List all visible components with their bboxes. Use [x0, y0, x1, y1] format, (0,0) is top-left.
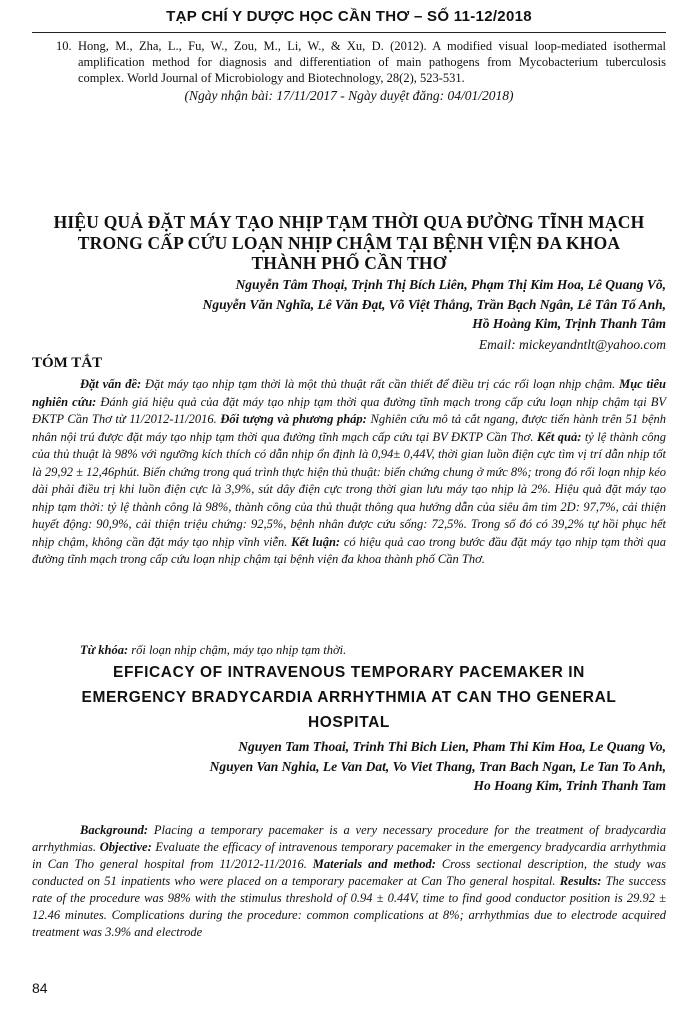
vietnamese-abstract	[32, 376, 666, 569]
en-background-text: Placing a temporary pacemaker is a very necessary procedure for the treatment of bradycardia arrhythmias.	[32, 823, 666, 854]
journal-header: TẠP CHÍ Y DƯỢC HỌC CẦN THƠ – SỐ 11-12/2018	[166, 8, 532, 25]
en-results-text: The success rate of the procedure was 98% with the stimulus threshold of 0.94 ± 0.44V, time to find good conductor position is 29.92 ± 12.46 minutes. Complications during the procedure: common complications at 8%; arrhythmias due to electrode acquired treatment was 3.9% and electrode	[32, 874, 666, 939]
vn-background-text: Đặt máy tạo nhịp tạm thời là một thủ thuật rất cần thiết để điều trị các rối loạn nhịp chậm.	[141, 377, 620, 391]
vietnamese-article-title	[40, 212, 658, 274]
reference-entry	[56, 38, 666, 86]
vn-objective-label: Mục tiêu nghiên cứu:	[32, 377, 666, 409]
vn-conclusion-label: Kết luận:	[291, 534, 341, 549]
en-methods-text: Cross sectional description, the study was conducted on 51 inpatients who were placed on a temporary pacemaker at Can Tho general hospital.	[32, 857, 666, 888]
en-results-label: Results:	[559, 874, 602, 888]
author-line: Hồ Hoàng Kim, Trịnh Thanh Tâm	[472, 316, 666, 331]
page-number: 84	[32, 980, 48, 996]
en-title-line: EFFICACY OF INTRAVENOUS TEMPORARY PACEMAKER IN	[113, 664, 585, 681]
en-methods-label: Materials and method:	[312, 857, 436, 871]
vn-background-label: Đặt vấn đề:	[80, 377, 142, 391]
keywords-label: Từ khóa:	[80, 643, 129, 657]
reference-number: 10.	[56, 39, 72, 53]
summary-heading: TÓM TẮT	[32, 355, 103, 371]
en-title-line: HOSPITAL	[307, 714, 390, 731]
english-article-title	[32, 660, 666, 735]
vn-methods-text: Nghiên cứu mô tả cắt ngang, được tiến hành trên 51 bệnh nhân nội trú được đặt máy tạo nhịp tạm thời qua đường tĩnh mạch cấp cứu tại BV ĐKTP Cần Thơ.	[32, 412, 666, 444]
header-divider	[32, 32, 666, 33]
author-line: Nguyen Van Nghia, Le Van Dat, Vo Viet Thang, Tran Bach Ngan, Le Tan To Anh,	[209, 758, 666, 774]
vn-objective-text: Đánh giá hiệu quả của đặt máy tạo nhịp tạm thời qua đường tĩnh mạch trong cấp cứu loạn nhịp chậm tại BV ĐKTP Cần Thơ từ 11/2012-11/2016.	[32, 394, 667, 426]
vn-title-line: THÀNH PHỐ CẦN THƠ	[251, 253, 447, 273]
author-line: Ho Hoang Kim, Trinh Thanh Tam	[473, 778, 666, 793]
author-line: Nguyễn Văn Nghĩa, Lê Văn Đạt, Võ Việt Thắng, Trần Bạch Ngân, Lê Tân Tố Anh,	[202, 296, 666, 312]
en-title-line: EMERGENCY BRADYCARDIA ARRHYTHMIA AT CAN THO GENERAL	[81, 689, 617, 706]
vn-results-text: tỷ lệ thành công của thủ thuật là 98% với ngưỡng kích thích có dẫn nhịp ổn định là 0,94± 0,44V, thời gian luồn điện cực tìm vị trí dẫn nhịp tốt là 29,92 ± 12,46phút. Biến chứng trong quá trình thực hiện thủ thuật: biến chứng chung ở mức 8%; trong đó rối loạn nhịp kéo dài phải điều trị khi luồn điện cực là 3,9%, sút dây điện cực trong thời gian lưu máy tạo nhịp là 2%. Hiệu quả đặt máy tạo nhịp tạm thời: tỷ lệ thành công là 98%, thành công của thủ thuật thông qua hướng dẫn của siêu âm tim 2D: 97,7%, cải thiện huyết động: 90,9%, cải thiện triệu chứng: 92,5%, bệnh nhân được cứu sống: 72,5%. Trong số đó có 39,2% tự hồi phục hết nhịp chậm, không cần đặt máy tạo nhịp vĩnh viễn.	[32, 429, 666, 549]
en-background-label: Background:	[80, 823, 149, 837]
vn-conclusion-text: có hiệu quả cao trong bước đầu đặt máy tạo nhịp tạm thời qua đường tĩnh mạch trong cấp cứu loạn nhịp chậm tại bệnh viện đa khoa thành phố Cần Thơ.	[32, 534, 666, 566]
author-line: Nguyen Tam Thoai, Trinh Thi Bich Lien, Pham Thi Kim Hoa, Le Quang Vo,	[238, 739, 666, 754]
vn-title-line: HIỆU QUẢ ĐẶT MÁY TẠO NHỊP TẠM THỜI QUA ĐƯỜNG TĨNH MẠCH	[53, 212, 645, 232]
vietnamese-keywords	[32, 643, 666, 658]
vn-methods-label: Đối tượng và phương pháp:	[220, 412, 367, 426]
vietnamese-author-list	[46, 275, 666, 334]
contact-email[interactable]: Email: mickeyandntlt@yahoo.com	[478, 337, 666, 352]
reference-text: Hong, M., Zha, L., Fu, W., Zou, M., Li, W., & Xu, D. (2012). A modified visual loop-mediated isothermal amplification method for diagnosis and differentiation of main pathogens from Mycobacterium tuberculosis complex. World Journal of Microbiology and Biotechnology, 28(2), 523-531.	[78, 39, 666, 85]
vn-title-line: TRONG CẤP CỨU LOẠN NHỊP CHẬM TẠI BỆNH VIỆN ĐA KHOA	[77, 232, 621, 253]
en-objective-text: Evaluate the efficacy of intravenous temporary pacemaker in the emergency bradycardia arrhythmia in Can Tho general hospital from 11/2012-11/2016.	[32, 840, 667, 871]
received-accepted-dates: (Ngày nhận bài: 17/11/2017 - Ngày duyệt đăng: 04/01/2018)	[184, 88, 514, 103]
english-abstract	[32, 822, 666, 941]
en-objective-label: Objective:	[99, 840, 152, 854]
english-author-list	[46, 737, 666, 796]
author-line: Nguyễn Tâm Thoại, Trịnh Thị Bích Liên, Phạm Thị Kim Hoa, Lê Quang Võ,	[235, 277, 666, 292]
keywords-text: rối loạn nhịp chậm, máy tạo nhịp tạm thời.	[128, 643, 347, 657]
vn-results-label: Kết quả:	[536, 429, 582, 444]
